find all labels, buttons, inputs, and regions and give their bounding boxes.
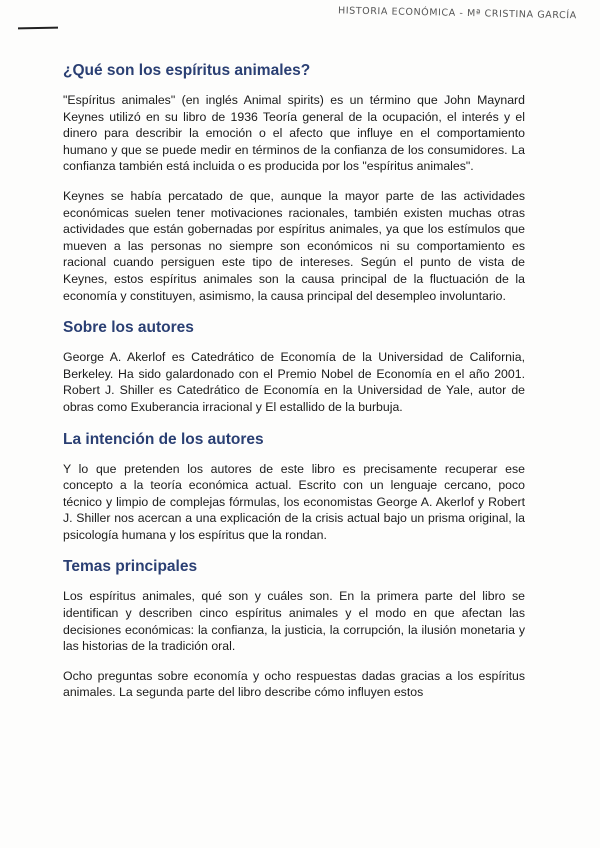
section-title-que-son: ¿Qué son los espíritus animales? xyxy=(63,62,311,79)
paragraph-keynes: Keynes se había percatado de que, aunque la mayor parte de las actividades económicas suelen tener motivaciones racionales, también existen muchas otras actividades que están gobernadas por espíritus animales, ya que los estímulos que mueven a las personas no siempre son económicos ni su comportamiento es racional cuando persiguen este tipo de intereses. Según el punto de vista de Keynes, estos espíritus animales son la causa principal de la fluctuación de la economía y constituyen, asimismo, la causa principal del desempleo involuntario. xyxy=(63,188,525,303)
margin-pen-mark xyxy=(18,27,58,30)
paragraph-temas-1: Los espíritus animales, qué son y cuáles son. En la primera parte del libro se identifican y describen cinco espíritus animales y el modo en que afectan las decisiones económicas: la confianza, la justicia, la corrupción, la ilusión monetaria y las historias de la tradición oral. xyxy=(63,589,525,654)
paragraph-temas-2: Ocho preguntas sobre economía y ocho respuestas dadas gracias a los espíritus animales. La segunda parte del libro describe cómo influyen estos xyxy=(63,668,525,700)
handwritten-header-note: HISTORIA ECONÓMICA - Mª CRISTINA GARCÍA xyxy=(337,5,577,22)
paragraph-autores: George A. Akerlof es Catedrático de Economía de la Universidad de California, Berkeley. Ha sido galardonado con el Premio Nobel de Economía en el año 2001. Robert J. Shiller es Catedrático de Economía en la Universidad de Yale, autor de obras como Exuberancia irracional y El estallido de la burbuja. xyxy=(63,350,525,414)
section-title-intencion: La intención de los autores xyxy=(63,430,264,448)
paragraph-definicion: "Espíritus animales" (en inglés Animal spirits) es un término que John Maynard Keynes utilizó en su libro de 1936 Teoría general de la ocupación, el interés y el dinero para describir la emoción o el afecto que influye en el comportamiento humano y que se puede medir en términos de la confianza de los consumidores. La confianza también está incluida o es producida por los "espíritus animales". xyxy=(63,93,525,174)
paragraph-intencion: Y lo que pretenden los autores de este libro es precisamente recuperar ese concepto a la teoría económica actual. Escrito con un lenguaje cercano, poco técnico y limpio de complejas fórmulas, los economistas George A. Akerlof y Robert J. Shiller nos acercan a una explicación de la crisis actual bajo un prisma original, la psicología humana y los espíritus que la rondan. xyxy=(63,461,525,542)
section-title-temas: Temas principales xyxy=(63,558,198,576)
section-title-autores: Sobre los autores xyxy=(63,319,194,337)
document-body xyxy=(63,60,525,714)
